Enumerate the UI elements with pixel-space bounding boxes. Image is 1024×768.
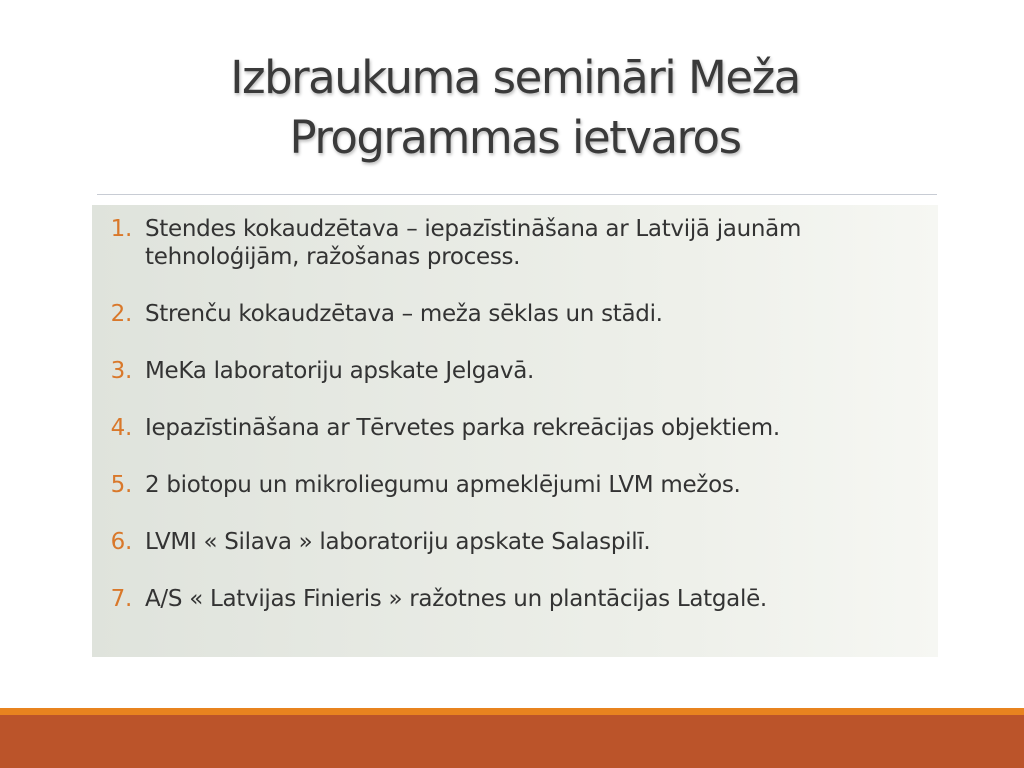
list-item-3 (92, 357, 938, 385)
footer-bar (0, 715, 1024, 768)
title-divider (97, 194, 937, 195)
list-item-4 (92, 414, 938, 442)
list-item-number: 6. (110, 529, 132, 555)
list-item-7 (92, 585, 938, 613)
list-item-text: LVMI « Silava » laboratoriju apskate Salaspilī. (145, 529, 651, 555)
list-item-text: Strenču kokaudzētava – meža sēklas un stādi. (145, 301, 663, 327)
list-item-text: Stendes kokaudzētava – iepazīstināšana ar Latvijā jaunām tehnoloģijām, ražošanas process. (145, 216, 802, 270)
list-item-text: 2 biotopu un mikroliegumu apmeklējumi LVM mežos. (145, 472, 741, 498)
slide-title-line-2: Programmas ietvaros (289, 111, 741, 164)
list-item-text: A/S « Latvijas Finieris » ražotnes un plantācijas Latgalē. (145, 586, 767, 612)
list-item-number: 7. (110, 586, 132, 612)
list-item-2 (92, 300, 938, 328)
list-item-number: 1. (110, 216, 132, 242)
footer-accent-line (0, 708, 1024, 715)
content-box (92, 205, 938, 657)
list-item-number: 2. (110, 301, 132, 327)
slide-title (92, 48, 938, 168)
list-item-number: 5. (110, 472, 132, 498)
list-item-5 (92, 471, 938, 499)
slide-title-line-1: Izbraukuma semināri Meža (230, 51, 800, 104)
numbered-list (92, 215, 938, 642)
list-item-1 (92, 215, 938, 271)
list-item-6 (92, 528, 938, 556)
list-item-text: Iepazīstināšana ar Tērvetes parka rekreācijas objektiem. (145, 415, 780, 441)
list-item-text: MeKa laboratoriju apskate Jelgavā. (145, 358, 534, 384)
list-item-number: 3. (110, 358, 132, 384)
list-item-number: 4. (110, 415, 132, 441)
